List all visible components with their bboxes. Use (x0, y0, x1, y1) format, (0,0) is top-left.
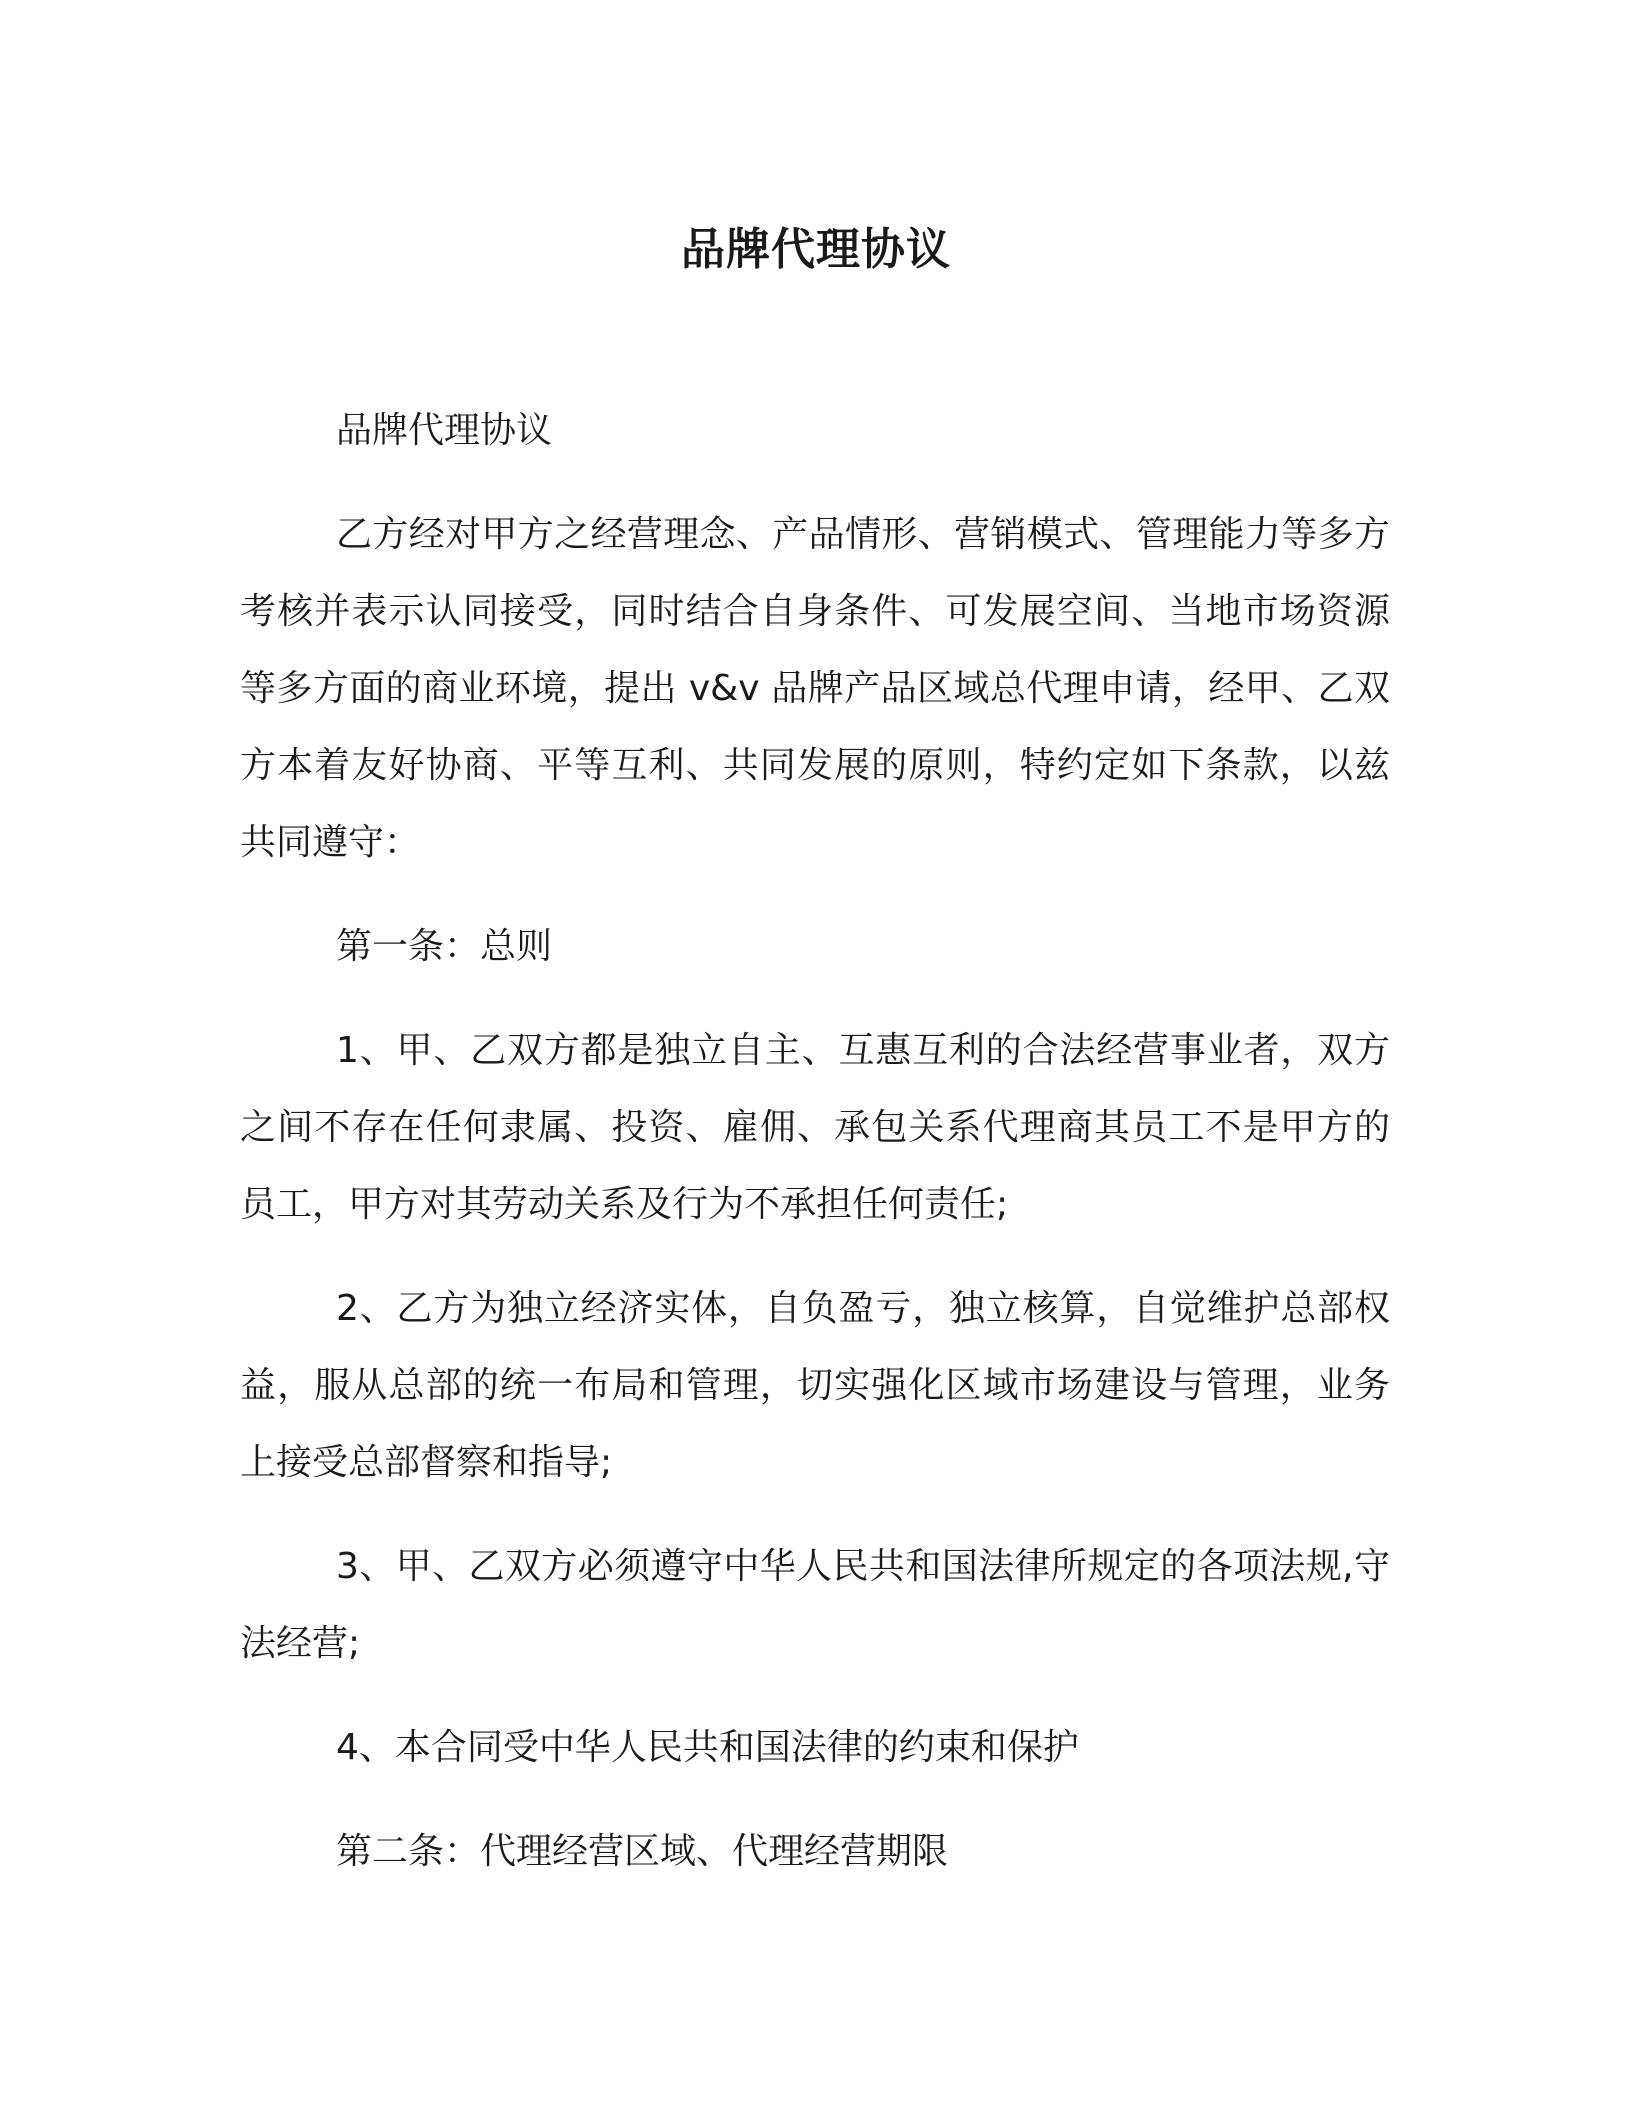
subtitle-paragraph: 品牌代理协议 (336, 410, 553, 451)
clause-4-paragraph: 4、本合同受中华人民共和国法律的约束和保护 (336, 1727, 1079, 1768)
document-body (240, 392, 1390, 1917)
clause-1-paragraph: 1、甲、乙双方都是独立自主、互惠互利的合法经营事业者，双方之间不存在任何隶属、投资、雇佣、承包关系代理商其员工不是甲方的员工，甲方对其劳动关系及行为不承担任何责任; (240, 1030, 1390, 1225)
clause-3-paragraph: 3、甲、乙双方必须遵守中华人民共和国法律所规定的各项法规,守法经营; (240, 1546, 1390, 1664)
preamble-paragraph: 乙方经对甲方之经营理念、产品情形、营销模式、管理能力等多方考核并表示认同接受，同时结合自身条件、可发展空间、当地市场资源等多方面的商业环境，提出 v&v 品牌产品区域总代理申请，经甲、乙双方本着友好协商、平等互利、共同发展的原则，特约定如下条款，以兹共同遵守： (240, 514, 1390, 863)
article-two-heading: 第二条：代理经营区域、代理经营期限 (336, 1831, 949, 1872)
article-one-heading: 第一条：总则 (336, 926, 553, 967)
clause-2-paragraph: 2、乙方为独立经济实体，自负盈亏，独立核算，自觉维护总部权益，服从总部的统一布局和管理，切实强化区域市场建设与管理，业务上接受总部督察和指导; (240, 1288, 1390, 1483)
document-title: 品牌代理协议 (681, 224, 951, 275)
